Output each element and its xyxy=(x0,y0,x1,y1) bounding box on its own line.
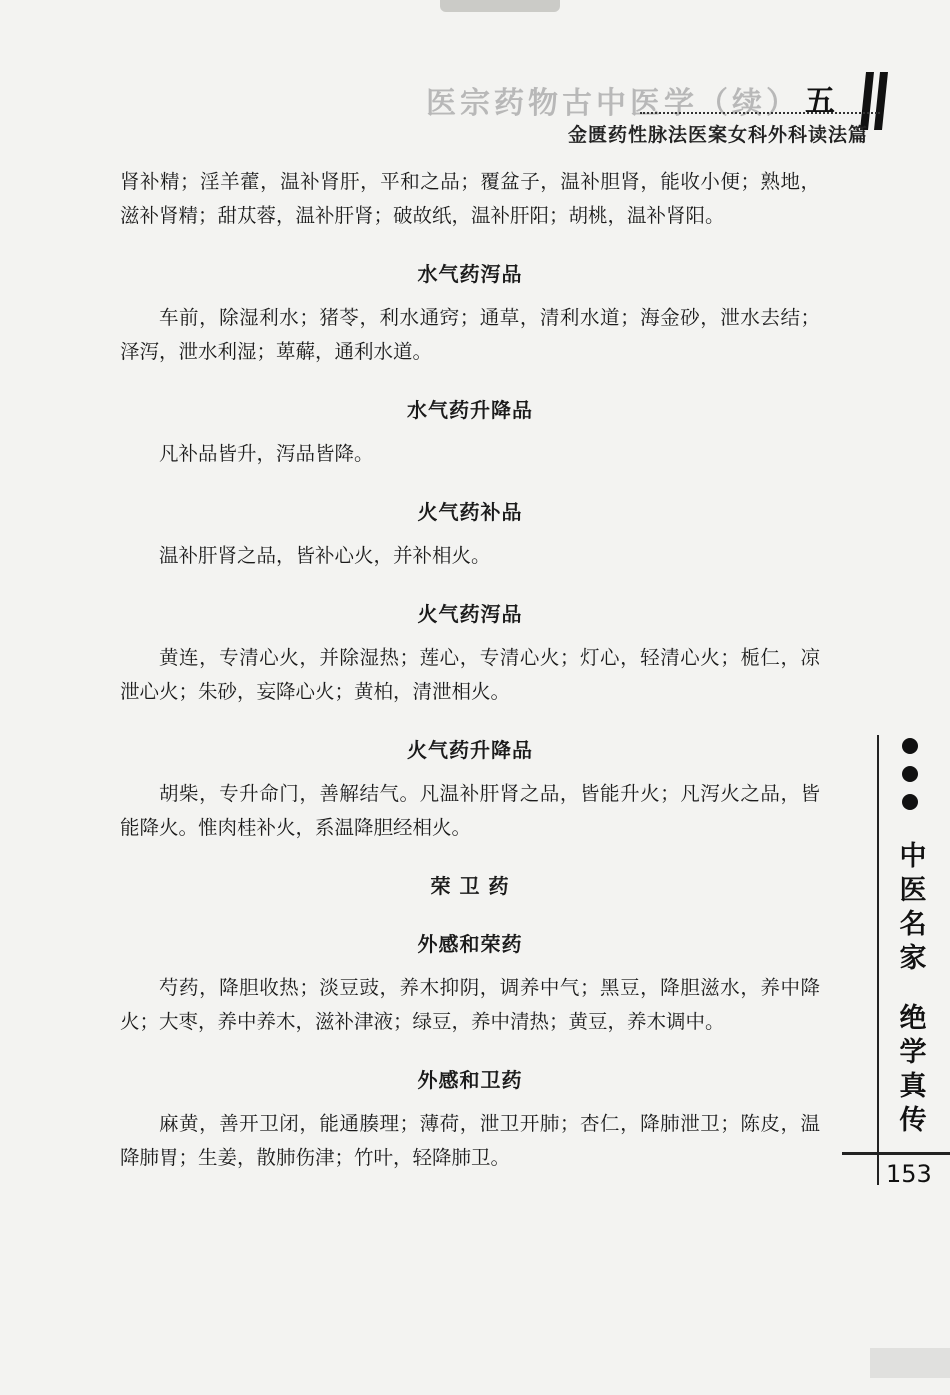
major-heading: 荣 卫 药 xyxy=(430,874,510,898)
sidebar-rule xyxy=(877,735,879,1185)
section-text: 温补肝肾之品，皆补心火，并补相火。 xyxy=(159,544,491,567)
subsection-heading: 外感和荣药 xyxy=(417,932,523,956)
subsection-text: 芍药，降胆收热；淡豆豉，养木抑阴，调养中气；黑豆，降胆滋水，养中降火；大枣，养中养木，滋补津液；绿豆，养中清热；黄豆，养木调中。 xyxy=(120,976,820,1033)
section-text: 黄连，专清心火，并除湿热；莲心，专清心火；灯心，轻清心火；栀仁，凉泄心火；朱砂，妄降心火；黄柏，清泄相火。 xyxy=(120,646,820,703)
section-heading: 水气药升降品 xyxy=(407,398,533,422)
sidebar-dots xyxy=(902,738,918,822)
series-title-2: 绝 学 真 传 xyxy=(899,1003,927,1136)
section-text: 凡补品皆升，泻品皆降。 xyxy=(159,442,374,465)
section-heading: 火气药补品 xyxy=(417,500,523,524)
running-header-title: 医宗药物古中医学（续） xyxy=(426,86,800,121)
series-title-1: 中 医 名 家 xyxy=(899,841,927,974)
section-text: 胡柴，专升命门，善解结气。凡温补肝肾之品，皆能升火；凡泻火之品，皆能降火。惟肉桂补火，系温降胆经相火。 xyxy=(120,782,820,839)
page-number: 153 xyxy=(886,1160,932,1188)
running-header-subtitle: 金匮药性脉法医案女科外科读法篇 xyxy=(567,124,868,146)
main-text xyxy=(120,165,820,1175)
page-number-rule xyxy=(842,1152,950,1155)
bullet-dot-icon xyxy=(902,738,918,754)
subsection-text: 麻黄，善开卫闭，能通腠理；薄荷，泄卫开肺；杏仁，降肺泄卫；陈皮，温降肺胃；生姜，散肺伤津；竹叶，轻降肺卫。 xyxy=(120,1112,820,1169)
section-text: 车前，除湿利水；猪苓，利水通窍；通草，清利水道；海金砂，泄水去结；泽泻，泄水利湿；萆薢，通利水道。 xyxy=(120,306,820,363)
section-heading: 水气药泻品 xyxy=(417,262,523,286)
bullet-dot-icon xyxy=(902,766,918,782)
section-heading: 火气药升降品 xyxy=(407,738,533,762)
chapter-number: 五 xyxy=(805,84,835,119)
section-heading: 火气药泻品 xyxy=(417,602,523,626)
scan-edge xyxy=(870,1348,950,1378)
header-dotted-rule xyxy=(640,112,880,114)
bullet-dot-icon xyxy=(902,794,918,810)
intro-paragraph: 肾补精；淫羊藿，温补肾肝，平和之品；覆盆子，温补胆肾，能收小便；熟地，滋补肾精；甜苁蓉，温补肝肾；破故纸，温补肝阳；胡桃，温补肾阳。 xyxy=(120,170,820,227)
subsection-heading: 外感和卫药 xyxy=(417,1068,523,1092)
scan-smudge xyxy=(440,0,560,12)
series-title xyxy=(896,840,930,1138)
